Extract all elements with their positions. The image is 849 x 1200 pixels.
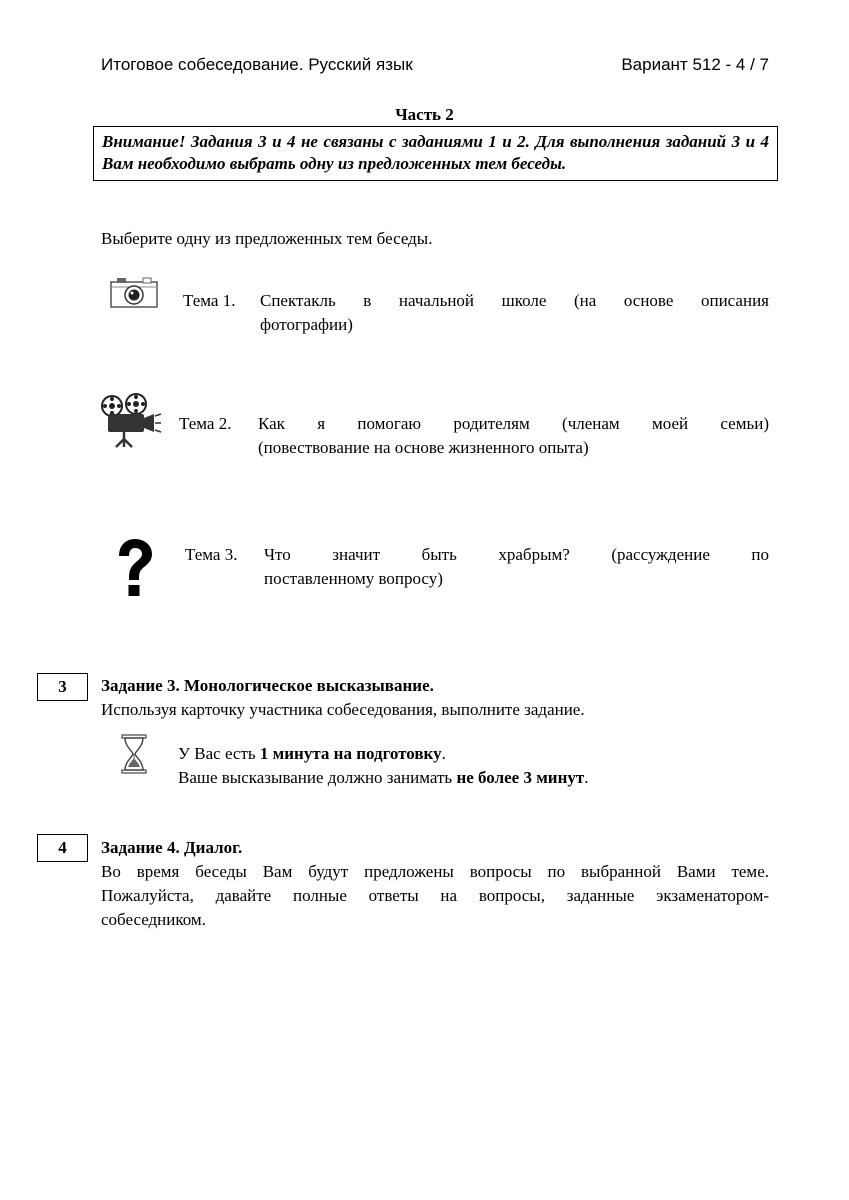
header-title: Итоговое собеседование. Русский язык bbox=[101, 55, 413, 74]
header-variant: Вариант 512 - 4 / 7 bbox=[621, 55, 769, 74]
topic-1-label: Тема 1. bbox=[183, 291, 236, 310]
task-4-line3: собеседником. bbox=[101, 910, 206, 929]
limit-suffix: . bbox=[584, 768, 589, 787]
task-3-text: Используя карточку участника собеседования, выполните задание. bbox=[101, 700, 585, 719]
task-3-time-info bbox=[178, 742, 588, 790]
topic-1-line2: фотографии) bbox=[260, 315, 353, 334]
topic-2-label: Тема 2. bbox=[179, 414, 232, 433]
hourglass-icon bbox=[121, 734, 147, 779]
task-4-line1: Во время беседы Вам будут предложены вопросы по выбранной Вами теме. bbox=[101, 862, 769, 881]
task-4-number-box: 4 bbox=[37, 834, 88, 862]
intro-text: Выберите одну из предложенных тем беседы. bbox=[101, 229, 433, 248]
topic-2 bbox=[179, 412, 769, 462]
task-4 bbox=[101, 836, 769, 932]
limit-bold: не более 3 минут bbox=[456, 768, 585, 787]
camera-icon bbox=[110, 276, 158, 313]
question-mark-icon bbox=[113, 538, 157, 605]
topic-1 bbox=[183, 289, 769, 339]
task-3 bbox=[101, 674, 769, 722]
topic-2-line1: Как я помогаю родителям (членам моей семьи) bbox=[258, 414, 769, 433]
film-projector-icon bbox=[100, 392, 162, 453]
topic-3-label: Тема 3. bbox=[185, 545, 238, 564]
topic-3-line2: поставленному вопросу) bbox=[264, 569, 443, 588]
topic-3-line1: Что значит быть храбрым? (рассуждение по bbox=[264, 545, 769, 564]
topic-2-line2: (повествование на основе жизненного опыта) bbox=[258, 438, 589, 457]
notice-box: Внимание! Задания 3 и 4 не связаны с заданиями 1 и 2. Для выполнения заданий 3 и 4 Вам необходимо выбрать одну из предложенных тем беседы. bbox=[93, 126, 778, 181]
limit-prefix: Ваше высказывание должно занимать bbox=[178, 768, 457, 787]
task-3-number-box: 3 bbox=[37, 673, 88, 701]
task-3-title: Задание 3. Монологическое высказывание. bbox=[101, 676, 434, 695]
topic-3 bbox=[185, 543, 769, 593]
topic-1-line1: Спектакль в начальной школе (на основе описания bbox=[260, 291, 769, 310]
prep-suffix: . bbox=[441, 744, 446, 763]
task-4-line2: Пожалуйста, давайте полные ответы на вопросы, заданные экзаменатором- bbox=[101, 886, 769, 905]
prep-bold: 1 минута на подготовку bbox=[259, 744, 442, 763]
part-title: Часть 2 bbox=[395, 105, 454, 124]
prep-prefix: У Вас есть bbox=[178, 744, 260, 763]
task-4-title: Задание 4. Диалог. bbox=[101, 838, 243, 857]
